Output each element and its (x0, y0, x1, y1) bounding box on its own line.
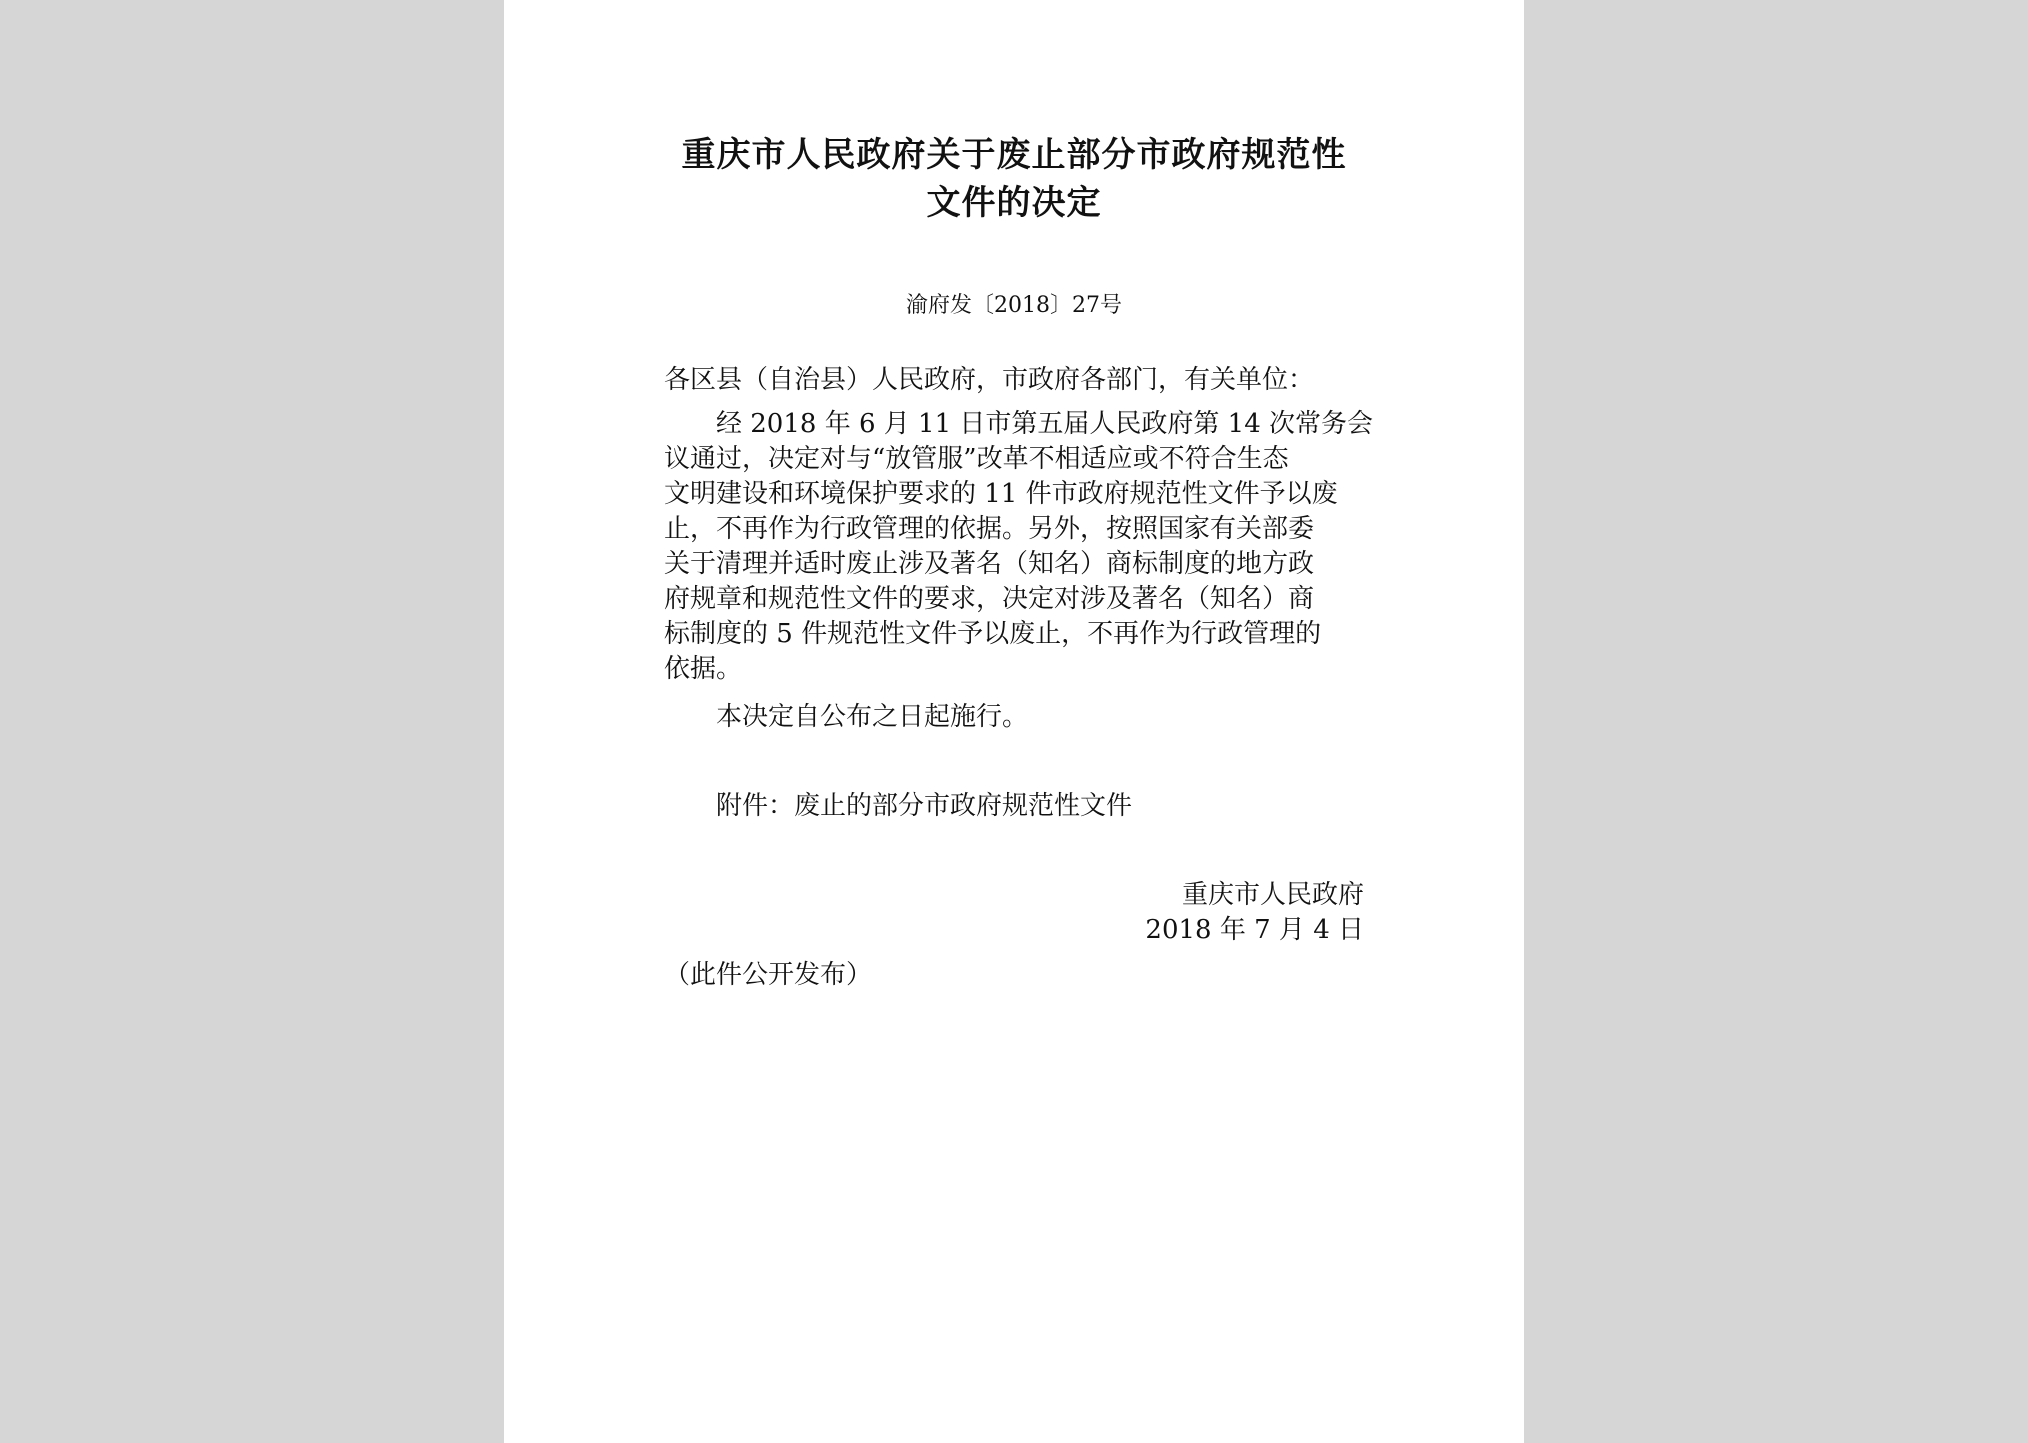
document-number: 渝府发〔2018〕27号 (906, 293, 1122, 318)
body-line: 关于清理并适时废止涉及著名（知名）商标制度的地方政 (664, 549, 1315, 579)
attachment-line: 附件：废止的部分市政府规范性文件 (716, 791, 1133, 821)
body-line: 府规章和规范性文件的要求，决定对涉及著名（知名）商 (664, 584, 1315, 614)
body-line: 标制度的 5 件规范性文件予以废止，不再作为行政管理的 (664, 619, 1322, 649)
publication-note: （此件公开发布） (664, 960, 873, 990)
body-line: 经 2018 年 6 月 11 日市第五届人民政府第 14 次常务会 (716, 409, 1373, 439)
body-line: 文明建设和环境保护要求的 11 件市政府规范性文件予以废 (664, 479, 1338, 509)
issuer-signature: 重庆市人民政府 (1181, 880, 1364, 910)
addressee: 各区县（自治县）人民政府，市政府各部门，有关单位： (664, 365, 1315, 395)
body-line: 议通过，决定对与“放管服”改革不相适应或不符合生态 (664, 444, 1289, 474)
document-title-line-2: 文件的决定 (926, 183, 1102, 223)
effective-statement: 本决定自公布之日起施行。 (716, 702, 1029, 732)
document-title-line-1: 重庆市人民政府关于废止部分市政府规范性 (681, 135, 1347, 175)
document-page (504, 0, 1524, 1443)
issue-date: 2018 年 7 月 4 日 (1145, 915, 1364, 945)
body-line: 止，不再作为行政管理的依据。另外，按照国家有关部委 (664, 514, 1315, 544)
body-line: 依据。 (664, 654, 743, 684)
